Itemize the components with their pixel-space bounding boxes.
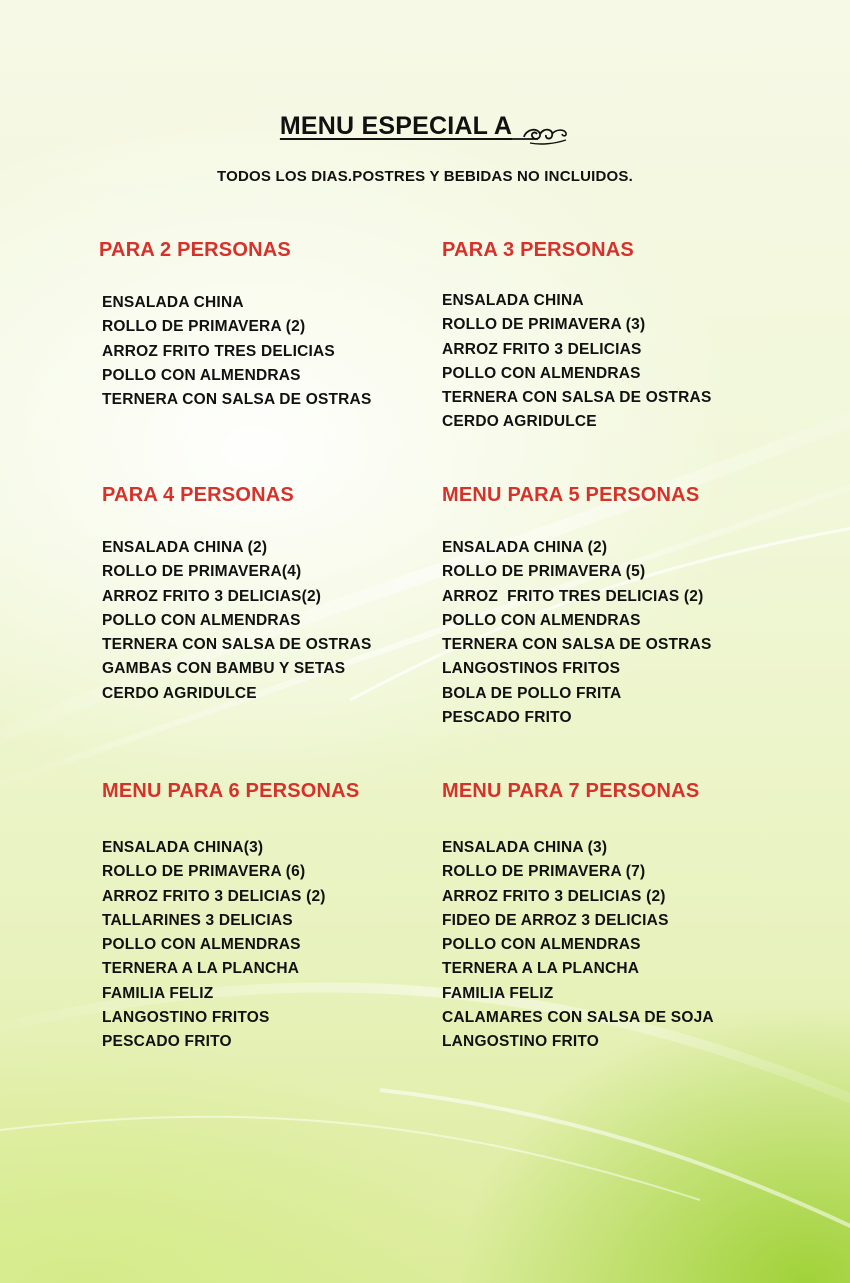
menu-item: POLLO CON ALMENDRAS — [442, 364, 641, 382]
menu-item: CERDO AGRIDULCE — [102, 684, 257, 702]
menu-item: ARROZ FRITO 3 DELICIAS (2) — [102, 887, 326, 905]
menu-item: TALLARINES 3 DELICIAS — [102, 911, 293, 929]
menu-item: FIDEO DE ARROZ 3 DELICIAS — [442, 911, 669, 929]
menu-item: ROLLO DE PRIMAVERA (6) — [102, 863, 306, 881]
menu-section-6 — [102, 780, 442, 1055]
menu-items-list — [442, 289, 782, 435]
menu-item: POLLO CON ALMENDRAS — [102, 366, 301, 384]
menu-header — [0, 112, 850, 141]
menu-subtitle: TODOS LOS DIAS.POSTRES Y BEBIDAS NO INCLUIDOS. — [217, 168, 633, 185]
menu-item: ENSALADA CHINA (2) — [442, 539, 608, 556]
menu-items-list — [442, 536, 782, 730]
menu-item: LANGOSTINOS FRITOS — [442, 660, 621, 678]
menu-item: ARROZ FRITO TRES DELICIAS — [102, 342, 335, 360]
menu-item: ARROZ FRITO 3 DELICIAS(2) — [102, 587, 322, 605]
menu-section-4 — [102, 484, 442, 706]
section-title: PARA 3 PERSONAS — [442, 239, 634, 261]
menu-item: POLLO CON ALMENDRAS — [102, 611, 301, 629]
menu-item: TERNERA CON SALSA DE OSTRAS — [442, 389, 712, 407]
menu-item: ROLLO DE PRIMAVERA(4) — [102, 563, 302, 581]
menu-item: ARROZ FRITO 3 DELICIAS (2) — [442, 887, 666, 905]
section-title: MENU PARA 7 PERSONAS — [442, 780, 700, 802]
menu-item: FAMILIA FELIZ — [442, 984, 554, 1002]
menu-item: POLLO CON ALMENDRAS — [102, 936, 301, 954]
menu-item: PESCADO FRITO — [442, 709, 572, 727]
menu-item: TERNERA CON SALSA DE OSTRAS — [102, 391, 372, 409]
menu-item: ENSALADA CHINA(3) — [102, 839, 264, 856]
title-wrap — [280, 112, 570, 141]
section-title: PARA 4 PERSONAS — [102, 484, 294, 506]
menu-item: TERNERA A LA PLANCHA — [442, 960, 640, 978]
menu-section-3 — [442, 239, 782, 435]
page-title: MENU ESPECIAL A — [279, 112, 513, 140]
menu-item: ENSALADA CHINA (3) — [442, 839, 608, 856]
menu-item: BOLA DE POLLO FRITA — [442, 684, 622, 702]
menu-item: ROLLO DE PRIMAVERA (3) — [442, 316, 646, 334]
menu-item: LANGOSTINO FRITOS — [102, 1009, 270, 1027]
menu-items-list — [102, 291, 439, 412]
menu-item: POLLO CON ALMENDRAS — [442, 936, 641, 954]
menu-item: ENSALADA CHINA — [102, 294, 244, 311]
menu-items-list — [102, 836, 442, 1055]
menu-item: CALAMARES CON SALSA DE SOJA — [442, 1009, 714, 1027]
menu-item: LANGOSTINO FRITO — [442, 1033, 600, 1051]
menu-item: ARROZ FRITO 3 DELICIAS — [442, 340, 642, 358]
menu-item: ROLLO DE PRIMAVERA (5) — [442, 563, 646, 581]
cloud-swirl-icon — [500, 117, 570, 147]
menu-item: FAMILIA FELIZ — [102, 984, 214, 1002]
menu-items-list — [102, 536, 442, 706]
menu-item: POLLO CON ALMENDRAS — [442, 611, 641, 629]
menu-items-list — [442, 836, 782, 1055]
menu-section-2 — [99, 239, 439, 412]
section-title: MENU PARA 6 PERSONAS — [102, 780, 360, 802]
menu-item: TERNERA CON SALSA DE OSTRAS — [102, 636, 372, 654]
menu-section-5 — [442, 484, 782, 730]
menu-item: ENSALADA CHINA — [442, 292, 584, 309]
menu-item: ARROZ FRITO TRES DELICIAS (2) — [442, 587, 704, 605]
menu-section-7 — [442, 780, 782, 1055]
menu-item: ROLLO DE PRIMAVERA (2) — [102, 318, 306, 336]
menu-item: CERDO AGRIDULCE — [442, 413, 597, 431]
menu-item: GAMBAS CON BAMBU Y SETAS — [102, 660, 346, 678]
menu-item: ENSALADA CHINA (2) — [102, 539, 268, 556]
menu-item: TERNERA CON SALSA DE OSTRAS — [442, 636, 712, 654]
section-title: PARA 2 PERSONAS — [99, 239, 291, 261]
menu-item: TERNERA A LA PLANCHA — [102, 960, 300, 978]
section-title: MENU PARA 5 PERSONAS — [442, 484, 700, 506]
menu-item: PESCADO FRITO — [102, 1033, 232, 1051]
menu-item: ROLLO DE PRIMAVERA (7) — [442, 863, 646, 881]
